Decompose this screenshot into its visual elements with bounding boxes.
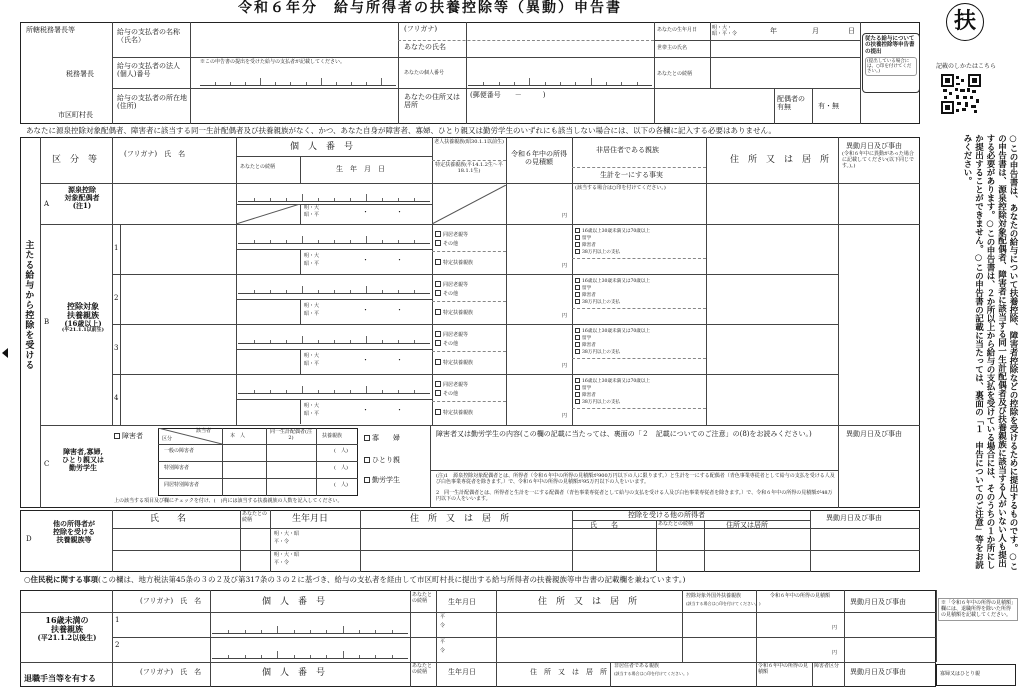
row-b-relation-field[interactable] [238, 351, 298, 372]
nonres-age-check[interactable]: 16歳以上30歳未満又は70歳以上 [575, 328, 650, 334]
dob-day: 日 [848, 27, 855, 35]
checkbox-icon [575, 299, 580, 304]
checkbox-icon [575, 399, 580, 404]
row-b-change-field[interactable] [840, 226, 918, 272]
nonres-payment-check[interactable]: 38万円以上の支払 [575, 299, 620, 305]
checkbox-icon [575, 242, 580, 247]
row-b-number: 3 [114, 344, 119, 352]
payer-number-label: 給与の支払者の法人(個人)番号 [117, 62, 180, 79]
relation-field[interactable] [712, 60, 858, 86]
spouse-label: 配偶者の有無 [777, 95, 805, 112]
fuyo-badge: 扶 [946, 3, 984, 41]
secondary-salary-note: 従たる給与についての扶養控除等申告書の提出 (提出している場合には、○印を付けてください。) [862, 33, 920, 93]
checkbox-icon [575, 342, 580, 347]
c-content-label: 障害者又は勤労学生の内容(この欄の記載に当たっては、裏面の「２ 記載についてのご注意」の(8)をお読みください。) [436, 430, 812, 438]
nonres-disabled-check[interactable]: 障害者 [575, 342, 596, 348]
c-note: 上の該当する項目及び欄にチェックを付け、( )内には該当する扶養親族の人数を記入してください。 [114, 498, 343, 504]
row-a-letter: A [44, 200, 50, 208]
col-change: 異動月日及び事由 [846, 142, 902, 150]
your-number-label: あなたの個人番号 [404, 70, 445, 76]
checkbox-icon [575, 285, 580, 290]
nonres-age-check[interactable]: 16歳以上30歳未満又は70歳以上 [575, 228, 650, 234]
c-widow-check[interactable]: 寡 婦 [364, 434, 400, 442]
checkbox-icon [575, 335, 580, 340]
page-title: 令和６年分 給与所得者の扶養控除等（異動）申告書 [238, 0, 622, 16]
resident-side-note: ※「令和６年中の所得の見積額」欄には、退職所得を除いた所得の見積額を記載してください。 [938, 598, 1018, 621]
col-kojin: 個 人 番 号 [290, 142, 354, 152]
checkbox-icon [435, 231, 441, 237]
row-b-kojin-field[interactable] [238, 278, 430, 294]
checkbox-icon [575, 235, 580, 240]
office-city-label: 市区町村長 [58, 111, 93, 119]
payer-number-field[interactable] [200, 68, 396, 86]
nonres-disabled-check[interactable]: 障害者 [575, 292, 596, 298]
c-special: 特別障害者 [164, 465, 190, 471]
householder-label: 世帯主の氏名 [657, 45, 688, 51]
row-b-change-field[interactable] [840, 326, 918, 372]
elder-cohabit-check[interactable]: 同居老親等 [435, 231, 468, 239]
nonres-payment-check[interactable]: 38万円以上の支払 [575, 349, 620, 355]
your-name-field[interactable] [468, 24, 652, 56]
checkbox-icon [575, 292, 580, 297]
c-single-parent-check[interactable]: ひとり親 [364, 456, 400, 464]
nonres-disabled-check[interactable]: 障害者 [575, 392, 596, 398]
resident-heading: ○住民税に関する事項(この欄は、地方税法第45条の３の２及び第317条の３の２に基づき、給与の支払者を経由して市区町村長に提出する給与所得者の扶養親族等申告書の記載欄を兼ねています。) [24, 575, 686, 584]
under16-row-1: 1 [115, 616, 120, 624]
checkbox-icon [364, 435, 370, 441]
dob-era: 明・大・昭・平・令 [712, 25, 738, 37]
checkbox-icon [435, 240, 441, 246]
col-address: 住 所 又 は 居 所 [730, 155, 830, 165]
checkbox-icon [575, 249, 580, 254]
checkbox-icon [435, 390, 441, 396]
c-col-spouse: 同一生計配偶者(注2) [270, 429, 312, 441]
elder-other-check[interactable]: その他 [435, 240, 458, 248]
row-b-address-field[interactable] [708, 326, 836, 372]
row-a-name-field[interactable] [114, 185, 234, 223]
special-dependent-check[interactable]: 特定扶養親族 [435, 409, 473, 417]
col-kubun: 区 分 等 [52, 155, 98, 165]
main-side-label: 主たる給与から控除を受ける [23, 240, 34, 370]
elder-other-check[interactable]: その他 [435, 390, 458, 398]
special-dependent-check[interactable]: 特定扶養親族 [435, 259, 473, 267]
row-a-label: 源泉控除 対象配偶者 (注1) [64, 185, 100, 211]
checkbox-icon [435, 381, 441, 387]
row-b-name-field[interactable] [122, 376, 234, 422]
row-b-label: 控除対象 扶養親族 (16歳以上) (平21.1.1以前生) [61, 301, 105, 334]
row-b-address-field[interactable] [708, 226, 836, 272]
elder-other-check[interactable]: その他 [435, 340, 458, 348]
row-b-letter: B [44, 318, 50, 326]
c-general: 一般の障害者 [164, 448, 195, 454]
checkbox-icon [575, 328, 580, 333]
payer-name-field[interactable] [192, 24, 396, 56]
relation-label: あなたとの続柄 [657, 71, 693, 77]
office-label: 所轄税務署長等 [26, 26, 75, 34]
nonres-study-check[interactable]: 留学 [575, 385, 591, 391]
your-number-field[interactable] [468, 60, 652, 86]
row-a-nonres-note: (該当する場合は○印を付けてください。) [575, 185, 666, 191]
your-address-field[interactable] [468, 100, 772, 122]
row-b-relation-field[interactable] [238, 251, 298, 272]
section-d-letter: D [26, 535, 32, 543]
row-b-address-field[interactable] [708, 276, 836, 322]
qr-code[interactable] [941, 74, 981, 114]
office-tax-label: 税務署長 [66, 70, 94, 78]
nonres-payment-check[interactable]: 38万円以上の支払 [575, 249, 620, 255]
row-b-number: 4 [114, 394, 119, 402]
elder-cohabit-check[interactable]: 同居老親等 [435, 381, 468, 389]
footnote-2: 2 同一生計配偶者とは、所得者と生計を一にする配偶者（青色事業専従者として給与の支払を受ける人及び白色事業専従者を除きます。）で、令和６年中の所得の見積額が48万円以下の人をいいます。 [436, 490, 833, 502]
under16-kojin-2[interactable] [212, 647, 408, 659]
checkbox-icon [435, 409, 441, 415]
row-a-relation-slash [236, 204, 300, 224]
section-d-name-field[interactable] [114, 530, 238, 570]
col-same-living: 生計を一にする事実 [600, 171, 663, 179]
elder-other-check[interactable]: その他 [435, 290, 458, 298]
dob-label: あなたの生年月日 [657, 27, 698, 33]
c-col-self: 本 人 [230, 433, 246, 439]
dob-year: 年 [770, 27, 777, 35]
col-relation: あなたとの続柄 [240, 164, 276, 170]
nonres-study-check[interactable]: 留学 [575, 235, 591, 241]
nonres-study-check[interactable]: 留学 [575, 335, 591, 341]
row-b-name-field[interactable] [122, 226, 234, 272]
row-b-name-field[interactable] [122, 326, 234, 372]
row-a-elder-slash [432, 185, 506, 224]
payer-address-field[interactable] [192, 90, 396, 122]
col-dob: 生 年 月 日 [336, 165, 385, 173]
your-name-label: あなたの氏名 [404, 43, 446, 51]
checkbox-icon [435, 281, 441, 287]
checkbox-icon [364, 477, 370, 483]
checkbox-icon [114, 433, 120, 439]
checkbox-icon [435, 290, 441, 296]
row-c-label: 障害者,寡婦, ひとり親又は 勤労学生 [62, 447, 104, 473]
c-disabled-check[interactable]: 障害者 [114, 432, 143, 440]
c-change-label: 異動月日及び事由 [846, 430, 902, 438]
how-to-label: 記載のしかたはこちら [936, 63, 997, 70]
checkbox-icon [575, 378, 580, 383]
spouse-value[interactable]: 有・無 [818, 102, 839, 110]
row-b-kojin-field[interactable] [238, 378, 430, 394]
row-b-relation-field[interactable] [238, 401, 298, 422]
checkbox-icon [575, 278, 580, 283]
elder-cohabit-check[interactable]: 同居老親等 [435, 281, 468, 289]
row-a-change-field[interactable] [840, 185, 918, 223]
your-address-label: あなたの住所又は居所 [404, 93, 460, 110]
special-dependent-check[interactable]: 特定扶養親族 [435, 309, 473, 317]
row-b-change-field[interactable] [840, 276, 918, 322]
under16-label: 16歳未満の 扶養親族 (平21.1.2以後生) [37, 615, 97, 643]
special-dependent-check[interactable]: 特定扶養親族 [435, 359, 473, 367]
col-change-note: (令和６年中に異動があった場合に記載してください(以下同じです。)。) [842, 151, 914, 169]
section-d-label: 他の所得者が 控除を受ける 扶養親族等 [53, 519, 95, 545]
footnote-1: (注)1 源泉控除対象配偶者とは、所得者（令和６年中の所得の見積額が900万円以下の人に限ります。）と生計を一にする配偶者（青色事業専従者として給与の支払を受ける人及び白色事業専従者を除きます。）で、令和６年中の所得の見積額が95万円以下の人をいいます。 [436, 473, 835, 485]
row-b-address-field[interactable] [708, 376, 836, 422]
nonres-age-check[interactable]: 16歳以上30歳未満又は70歳以上 [575, 278, 650, 284]
row-b-relation-field[interactable] [238, 301, 298, 322]
row-a-address-field[interactable] [708, 185, 836, 223]
householder-field[interactable] [712, 42, 858, 56]
c-col-dependent: 扶養親族 [322, 433, 343, 439]
retirement-label: 退職手当等を有する [24, 673, 96, 683]
section-d-address-field[interactable] [362, 530, 570, 570]
row-b-change-field[interactable] [840, 376, 918, 422]
payer-number-note: ※この申告書の提出を受けた給与の支払者が記載してください。 [200, 59, 346, 65]
payer-address-label: 給与の支払者の所在地(住所) [117, 94, 187, 111]
nonres-disabled-check[interactable]: 障害者 [575, 242, 596, 248]
postal-code: (郵便番号 － ) [470, 91, 546, 99]
row-b-number: 2 [114, 294, 119, 302]
dob-month: 月 [812, 27, 819, 35]
row-a-kojin-field[interactable] [238, 188, 430, 202]
nonres-age-check[interactable]: 16歳以上30歳未満又は70歳以上 [575, 378, 650, 384]
nonres-study-check[interactable]: 留学 [575, 285, 591, 291]
col-income: 令和６年中の所得の見積額 [511, 150, 567, 167]
col-special: 特定扶養親族(平14.1.2生～平18.1.1生) [435, 162, 503, 174]
row-b-name-field[interactable] [122, 276, 234, 322]
instruction-column: ○この申告書は、あなたの給与について扶養控除、障害者控除などの控除を受けるために提出するものです。○この申告書は、源泉控除対象配偶者、障害者に該当する同一生計配偶者及び扶養親族に該当する人がいない人も提出する必要があります。○この申告書は、２か所以上から給与の支払を受けている場合には、そのうちの１か所にしか提出することができません。○この申告書の記載に当たっては、裏面の「１ 申告についてのご注意」等をお読みください。 [962, 134, 1018, 571]
elder-cohabit-check[interactable]: 同居老親等 [435, 331, 468, 339]
col-elder: 老人扶養親族(昭30.1.1以前生) [434, 139, 504, 145]
checkbox-icon [575, 392, 580, 397]
checkbox-icon [575, 385, 580, 390]
row-b-number: 1 [114, 244, 119, 252]
col-nonresident: 非居住者である親族 [596, 146, 659, 154]
checkbox-icon [575, 228, 580, 233]
checkbox-icon [435, 259, 441, 265]
checkbox-icon [364, 457, 370, 463]
row-c-letter: C [44, 460, 50, 468]
c-student-check[interactable]: 勤労学生 [364, 476, 400, 484]
row-b-kojin-field[interactable] [238, 228, 430, 244]
checkbox-icon [435, 340, 441, 346]
payer-name-label: 給与の支払者の名称（氏名） [117, 28, 180, 45]
checkbox-icon [575, 349, 580, 354]
row-b-kojin-field[interactable] [238, 328, 430, 344]
triangle-marker-icon [2, 348, 8, 358]
nonres-payment-check[interactable]: 38万円以上の支払 [575, 399, 620, 405]
notice-text: あなたに源泉控除対象配偶者、障害者に該当する同一生計配偶者及び扶養親族がなく、かつ、あなた自身が障害者、寡婦、ひとり親又は勤労学生のいずれにも該当しない場合には、以下の各欄に記入する必要はありません。 [26, 126, 776, 135]
c-cohabiting: 同居特別障害者 [164, 482, 200, 488]
under16-row-2: 2 [115, 641, 120, 649]
furigana-label: (フリガナ) [404, 25, 438, 33]
checkbox-icon [435, 359, 441, 365]
under16-kojin-1[interactable] [212, 622, 408, 634]
checkbox-icon [435, 309, 441, 315]
col-name: (フリガナ) 氏 名 [124, 150, 186, 158]
checkbox-icon [435, 331, 441, 337]
